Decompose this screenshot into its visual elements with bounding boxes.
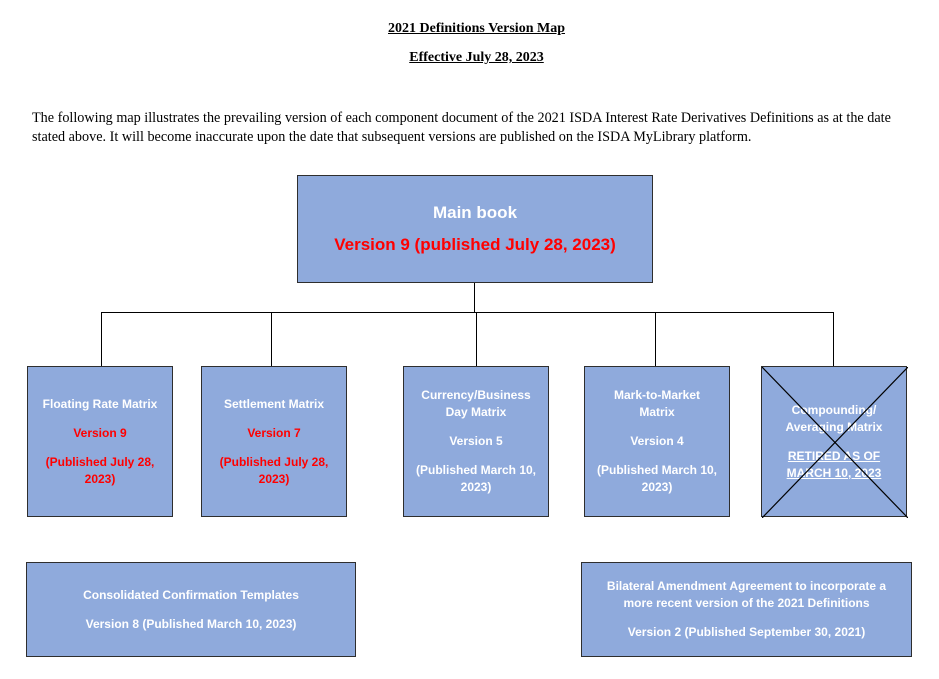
matrix-published: (Published March 10, 2023) <box>415 463 537 494</box>
matrix-title: Settlement Matrix <box>223 396 325 411</box>
matrix-published: (Published July 28, 2023) <box>45 454 155 486</box>
amendment-version: Version 2 (Published September 30, 2021) <box>627 625 866 639</box>
matrix-version: Version 7 <box>247 425 301 440</box>
main-book-title: Main book <box>432 203 518 222</box>
effective-date: Effective July 28, 2023 <box>409 50 544 65</box>
connector-cam <box>833 312 834 366</box>
retired-notice: RETIRED AS OF MARCH 10, 2023 <box>786 448 882 480</box>
main-book-version: Version 9 (published July 28, 2023) <box>334 235 616 254</box>
settlement-matrix-box <box>201 366 347 517</box>
matrix-published: (Published July 28, 2023) <box>219 454 329 486</box>
connector-sm <box>271 312 272 366</box>
connector-mtm <box>655 312 656 366</box>
templates-title: Consolidated Confirmation Templates <box>83 587 299 602</box>
matrix-version: Version 9 <box>73 425 127 440</box>
connector-main-down <box>474 283 475 312</box>
matrix-version: Version 4 <box>630 434 684 448</box>
matrix-version: Version 5 <box>449 434 503 448</box>
retired-cross-mark <box>762 367 908 518</box>
matrix-title: Compounding/ Averaging Matrix <box>785 402 883 434</box>
matrix-published: (Published March 10, 2023) <box>596 463 718 494</box>
floating-rate-matrix-box <box>27 366 173 517</box>
matrix-title: Mark-to-Market Matrix <box>613 388 700 419</box>
compounding-averaging-matrix-box <box>761 366 907 517</box>
connector-horizontal <box>101 312 833 313</box>
intro-paragraph: The following map illustrates the prevailing version of each component document of the 2021 ISDA Interest Rate Derivatives Definitions as at the date stated above. It will become inaccurate upon the date that subsequent versions are published on the ISDA MyLibrary platform. <box>32 110 891 145</box>
amendment-title: Bilateral Amendment Agreement to incorporate a more recent version of the 2021 Definitions <box>606 579 887 610</box>
main-book-box <box>297 175 653 283</box>
matrix-title: Floating Rate Matrix <box>42 396 158 411</box>
templates-version: Version 8 (Published March 10, 2023) <box>85 616 297 631</box>
currency-business-day-matrix-box <box>403 366 549 517</box>
page-title: 2021 Definitions Version Map <box>388 21 565 36</box>
mark-to-market-matrix-box <box>584 366 730 517</box>
amendment-agreement-box <box>581 562 912 657</box>
matrix-title: Currency/Business Day Matrix <box>421 388 531 419</box>
confirmation-templates-box <box>26 562 356 657</box>
connector-cbd <box>476 312 477 366</box>
connector-frm <box>101 312 102 366</box>
